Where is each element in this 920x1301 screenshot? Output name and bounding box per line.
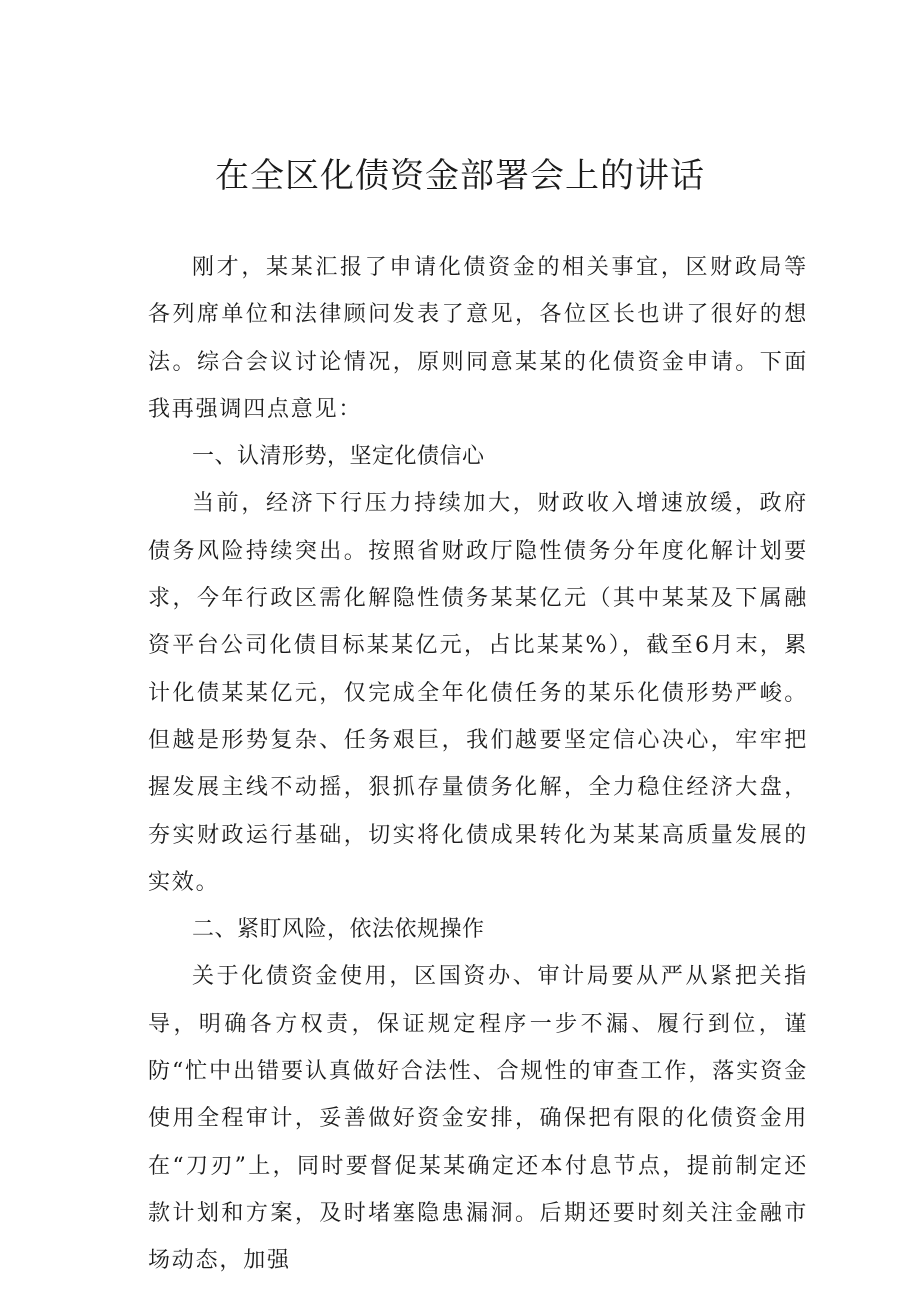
- section-body-1: 当前，经济下行压力持续加大，财政收入增速放缓，政府债务风险持续突出。按照省财政厅隐性债务分年度化解计划要求，今年行政区需化解隐性债务某某亿元（其中某某及下属融资平台公司化债目标某某亿元，占比某某%），截至6月末，累计化债某某亿元，仅完成全年化债任务的某乐化债形势严峻。但越是形势复杂、任务艰巨，我们越要坚定信心决心，牢牢把握发展主线不动摇，狠抓存量债务化解，全力稳住经济大盘，夯实财政运行基础，切实将化债成果转化为某某高质量发展的实效。: [148, 491, 808, 895]
- intro-paragraph: 刚才，某某汇报了申请化债资金的相关事宜，区财政局等各列席单位和法律顾问发表了意见，各位区长也讲了很好的想法。综合会议讨论情况，原则同意某某的化债资金申请。下面我再强调四点意见：: [148, 255, 808, 422]
- section-heading-1: 一、认清形势，坚定化债信心: [192, 444, 485, 470]
- document-body: [148, 244, 808, 1285]
- section-heading-2: 二、紧盯风险，依法依规操作: [192, 917, 485, 943]
- section-body-2: 关于化债资金使用，区国资办、审计局要从严从紧把关指导，明确各方权责，保证规定程序一步不漏、履行到位，谨防“忙中出错要认真做好合法性、合规性的审查工作，落实资金使用全程审计，妥善做好资金安排，确保把有限的化债资金用在“刀刃”上，同时要督促某某确定还本付息节点，提前制定还款计划和方案，及时堵塞隐患漏洞。后期还要时刻关注金融市场动态，加强: [148, 964, 808, 1274]
- document-title: 在全区化债资金部署会上的讲话: [215, 156, 705, 196]
